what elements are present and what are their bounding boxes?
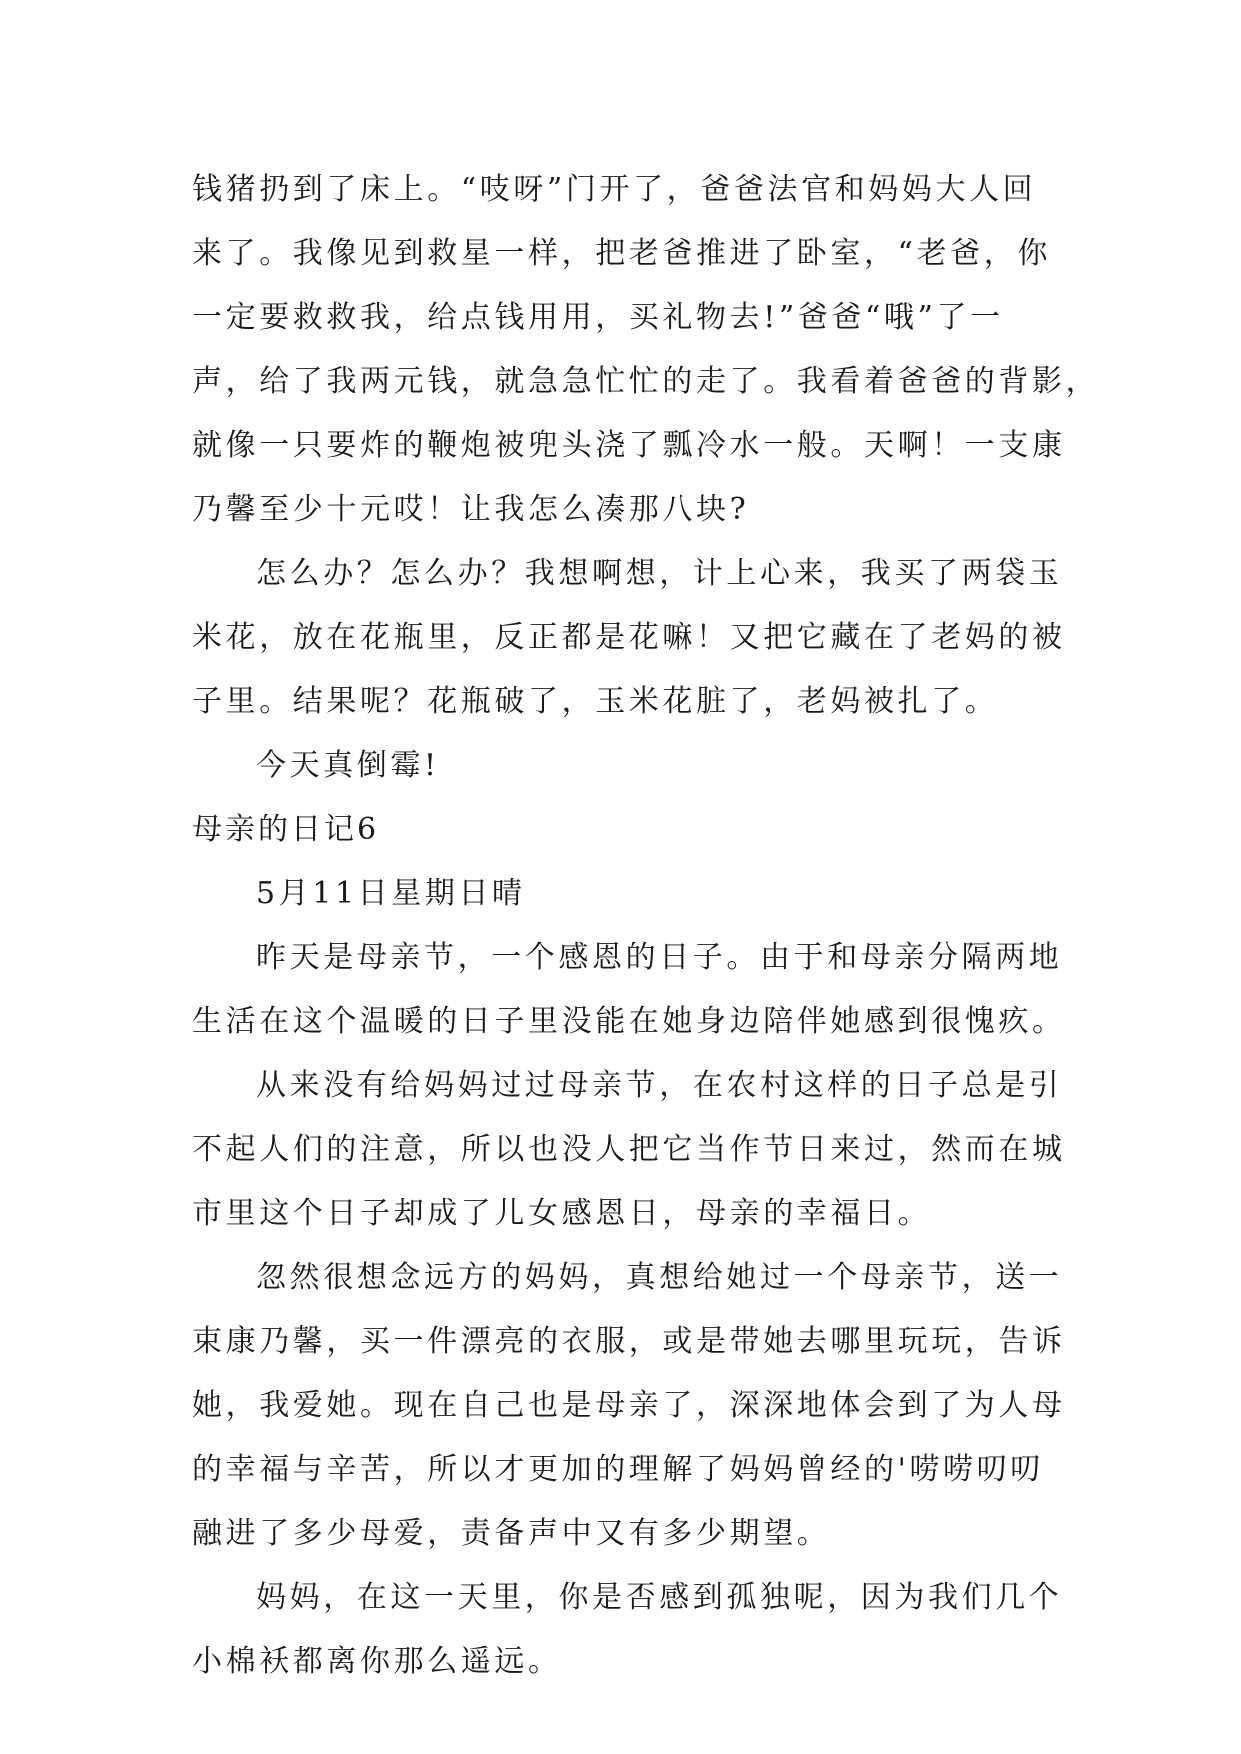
text-line: 的幸福与辛苦，所以才更加的理解了妈妈曾经的'唠唠叨叨 xyxy=(192,1452,1044,1487)
text-line: 生活在这个温暖的日子里没能在她身边陪伴她感到很愧疚。 xyxy=(192,1004,1066,1039)
text-line: 不起人们的注意，所以也没人把它当作节日来过，然而在城 xyxy=(192,1132,1066,1167)
text-line: 忽然很想念远方的妈妈，真想给她过一个母亲节，送一 xyxy=(256,1260,1063,1295)
text-line: 昨天是母亲节，一个感恩的日子。由于和母亲分隔两地 xyxy=(256,940,1063,975)
paragraph-yesterday xyxy=(192,926,1072,1054)
paragraph-continuation xyxy=(192,158,1100,542)
paragraph-never xyxy=(192,1054,1072,1246)
text-line: 一定要救救我，给点钱用用，买礼物去!”爸爸“哦”了一 xyxy=(192,300,1004,335)
text-line: 声，给了我两元钱，就急急忙忙的走了。我看着爸爸的背影， xyxy=(192,364,1100,399)
text-line: 束康乃馨，买一件漂亮的衣服，或是带她去哪里玩玩，告诉 xyxy=(192,1324,1066,1359)
text-line: 市里这个日子却成了儿女感恩日，母亲的幸福日。 xyxy=(192,1196,932,1231)
text-line: 就像一只要炸的鞭炮被兜头浇了瓢冷水一般。天啊！一支康 xyxy=(192,428,1066,463)
text-line: 小棉袄都离你那么遥远。 xyxy=(192,1644,562,1679)
text-line: 妈妈，在这一天里，你是否感到孤独呢，因为我们几个 xyxy=(256,1580,1063,1615)
text-line: 今天真倒霉! xyxy=(256,748,440,783)
paragraph-mom xyxy=(192,1566,1072,1694)
paragraph-how xyxy=(192,542,1072,734)
document-body xyxy=(192,158,1100,1694)
text-line: 融进了多少母爱，责备声中又有多少期望。 xyxy=(192,1516,831,1551)
section-title-text: 母亲的日记6 xyxy=(192,812,380,847)
text-line: 怎么办？怎么办？我想啊想，计上心来，我买了两袋玉 xyxy=(256,556,1063,591)
text-line: 子里。结果呢？花瓶破了，玉米花脏了，老妈被扎了。 xyxy=(192,684,999,719)
text-line: 米花，放在花瓶里，反正都是花嘛！又把它藏在了老妈的被 xyxy=(192,620,1066,655)
date-line xyxy=(192,862,1072,926)
text-line: 她，我爱她。现在自己也是母亲了，深深地体会到了为人母 xyxy=(192,1388,1066,1423)
text-line: 钱猪扔到了床上。“吱呀”门开了，爸爸法官和妈妈大人回 xyxy=(192,172,1037,207)
paragraph-suddenly xyxy=(192,1246,1072,1566)
text-line: 乃馨至少十元哎！让我怎么凑那八块? xyxy=(192,492,750,527)
date-text: 5月11日星期日晴 xyxy=(256,876,526,911)
section-title xyxy=(192,798,1072,862)
paragraph-today xyxy=(192,734,1072,798)
text-line: 从来没有给妈妈过过母亲节，在农村这样的日子总是引 xyxy=(256,1068,1063,1103)
text-line: 来了。我像见到救星一样，把老爸推进了卧室，“老爸，你 xyxy=(192,236,1051,271)
